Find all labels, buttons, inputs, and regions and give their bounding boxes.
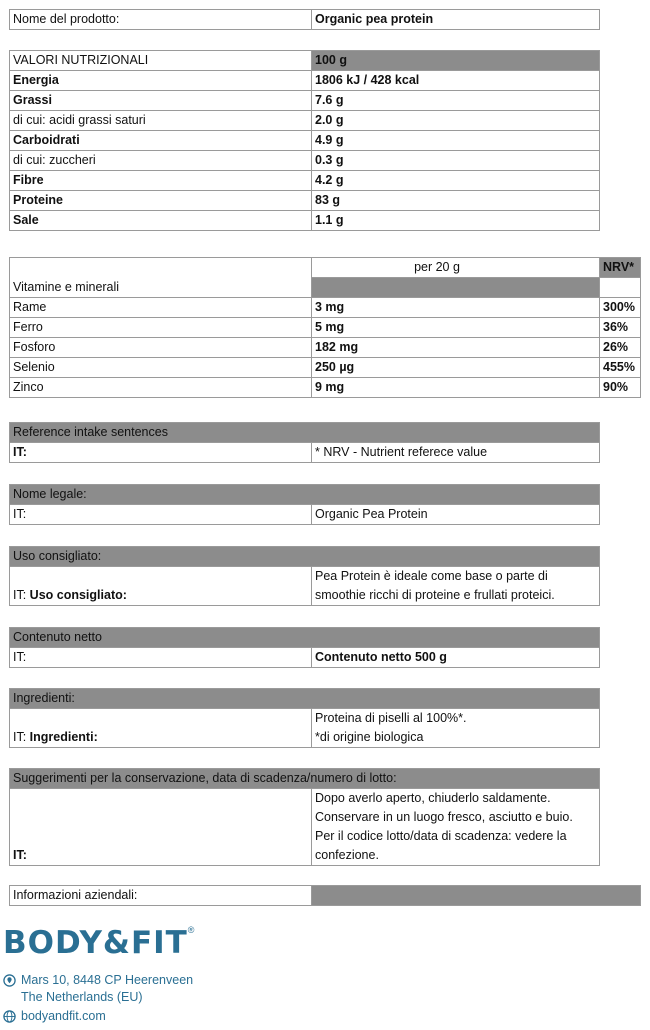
nutrition-row [10,171,600,191]
vitamin-row [10,318,641,338]
nutrition-row [10,131,600,151]
website-link[interactable]: bodyandfit.com [21,1009,106,1023]
globe-icon [3,1010,16,1023]
nutrient-value: 4.9 g [312,131,600,151]
nutrient-value: 0.3 g [312,151,600,171]
product-value: Organic pea protein [312,10,600,30]
usage-line-1: Pea Protein è ideale come base o parte di [315,569,548,583]
nutrient-value: 4.2 g [312,171,600,191]
vitamins-title: Vitamine e minerali [10,258,312,298]
address-street: Mars 10, 8448 CP Heerenveen [21,973,194,987]
nutrient-value: 83 g [312,191,600,211]
storage-line-1: Dopo averlo aperto, chiuderlo saldamente. [315,791,551,805]
vitamin-row [10,358,641,378]
net-value: Contenuto netto 500 g [312,648,600,668]
storage-line-2: Conservare in un luogo fresco, asciutto e buio. [315,810,573,824]
vitamin-name: Fosforo [10,338,312,358]
vitamin-row [10,378,641,398]
storage-header: Suggerimenti per la conservazione, data di scadenza/numero di lotto: [10,769,600,789]
vitamin-row [10,298,641,318]
nutrient-name: di cui: acidi grassi saturi [10,111,312,131]
net-table [9,627,600,668]
vitamin-value: 250 µg [312,358,600,378]
usage-value [312,567,600,606]
address-line-1 [3,972,193,989]
storage-line-4: confezione. [315,848,379,862]
net-header: Contenuto netto [10,628,600,648]
ingredients-table [9,688,600,748]
nutrient-value: 7.6 g [312,91,600,111]
address-line-2 [3,989,193,1006]
legal-value: Organic Pea Protein [312,505,600,525]
ingredients-label [10,709,312,748]
nutrient-name: Grassi [10,91,312,111]
nutrition-header: VALORI NUTRIZIONALI [10,51,312,71]
legal-label: IT: [10,505,312,525]
vitamin-nrv: 36% [600,318,641,338]
nutrition-table [9,50,600,231]
company-label: Informazioni aziendali: [10,886,312,906]
location-pin-icon [3,974,16,987]
usage-label-bold: Uso consigliato: [29,588,127,602]
storage-line-3: Per il codice lotto/data di scadenza: vedere la [315,829,567,843]
nutrition-row [10,71,600,91]
nutrient-value: 2.0 g [312,111,600,131]
vitamin-value: 9 mg [312,378,600,398]
vitamin-nrv: 455% [600,358,641,378]
reference-value: * NRV - Nutrient referece value [312,443,600,463]
nutrient-name: Carboidrati [10,131,312,151]
brand-name: BODY&FIT [3,925,188,961]
company-address [3,972,193,1025]
storage-value [312,789,600,866]
vitamin-nrv: 26% [600,338,641,358]
usage-label [10,567,312,606]
vitamins-table [9,257,641,398]
ingredients-label-prefix: IT: [13,730,30,744]
brand-reg-mark: ® [187,925,195,935]
vitamin-value: 182 mg [312,338,600,358]
nutrition-header-value: 100 g [312,51,600,71]
nutrition-row [10,211,600,231]
reference-header: Reference intake sentences [10,423,600,443]
usage-table [9,546,600,606]
vitamin-row [10,338,641,358]
ingredients-line-2: *di origine biologica [315,730,424,744]
vitamin-nrv: 90% [600,378,641,398]
nutrient-name: Fibre [10,171,312,191]
vitamin-name: Selenio [10,358,312,378]
nutrition-row [10,91,600,111]
vitamin-nrv: 300% [600,298,641,318]
company-gray-cell [312,886,641,906]
vitamin-name: Zinco [10,378,312,398]
legal-header: Nome legale: [10,485,600,505]
nutrient-value: 1806 kJ / 428 kcal [312,71,600,91]
ingredients-line-1: Proteina di piselli al 100%*. [315,711,467,725]
product-table [9,9,600,30]
vitamins-gray-band [312,278,600,298]
reference-table [9,422,600,463]
ingredients-header: Ingredienti: [10,689,600,709]
ingredients-label-bold: Ingredienti: [29,730,98,744]
nutrient-name: di cui: zuccheri [10,151,312,171]
reference-label: IT: [10,443,312,463]
vitamins-per-label: per 20 g [312,258,600,278]
nutrition-row [10,151,600,171]
address-country: The Netherlands (EU) [21,990,143,1004]
storage-label: IT: [10,789,312,866]
usage-header: Uso consigliato: [10,547,600,567]
website-line[interactable] [3,1008,193,1025]
company-table [9,885,641,906]
vitamin-name: Rame [10,298,312,318]
vitamin-value: 5 mg [312,318,600,338]
brand-logo [3,925,194,961]
usage-label-prefix: IT: [13,588,30,602]
net-label: IT: [10,648,312,668]
nutrition-row [10,191,600,211]
storage-table [9,768,600,866]
vitamin-name: Ferro [10,318,312,338]
ingredients-value [312,709,600,748]
product-label: Nome del prodotto: [10,10,312,30]
vitamins-empty-cell [600,278,641,298]
vitamins-nrv-label: NRV* [600,258,641,278]
nutrient-name: Proteine [10,191,312,211]
nutrient-value: 1.1 g [312,211,600,231]
nutrient-name: Sale [10,211,312,231]
legal-table [9,484,600,525]
nutrition-row [10,111,600,131]
nutrient-name: Energia [10,71,312,91]
usage-line-2: smoothie ricchi di proteine e frullati proteici. [315,588,555,602]
vitamin-value: 3 mg [312,298,600,318]
